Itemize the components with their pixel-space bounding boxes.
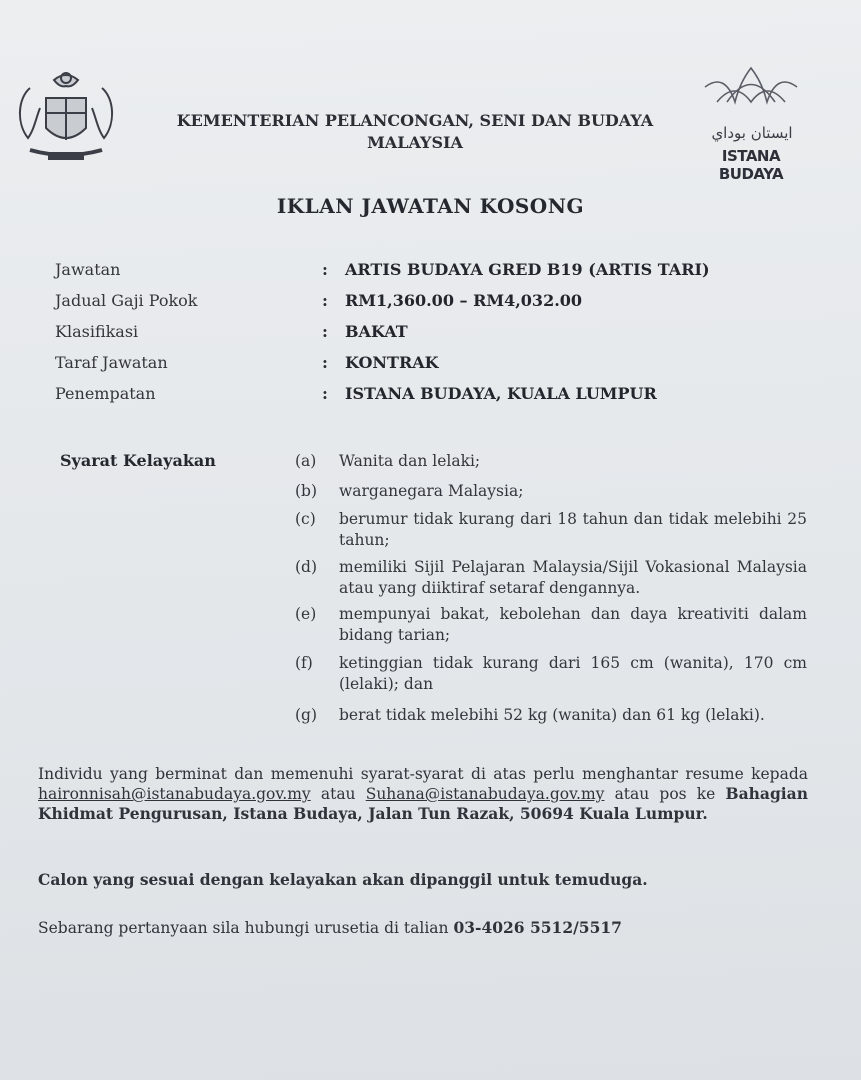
requirement-text: mempunyai bakat, kebolehan dan daya kreativiti dalam bidang tarian; — [339, 605, 807, 644]
requirement-letter: (c) — [295, 510, 316, 528]
email-link-2[interactable]: Suhana@istanabudaya.gov.my — [365, 785, 605, 803]
interview-note: Calon yang sesuai dengan kelayakan akan dipanggil untuk temuduga. — [38, 870, 648, 889]
coat-of-arms-logo — [10, 68, 122, 166]
requirement-letter: (f) — [295, 654, 313, 672]
application-or-2: atau pos ke — [614, 785, 716, 803]
requirement-letter: (b) — [295, 482, 318, 500]
email-link-1[interactable]: haironnisah@istanabudaya.gov.my — [38, 785, 311, 803]
requirement-letter: (d) — [295, 558, 318, 576]
detail-value: ISTANA BUDAYA, KUALA LUMPUR — [345, 384, 657, 403]
detail-value: BAKAT — [345, 322, 408, 341]
logo-name-text: ISTANA BUDAYA — [718, 147, 784, 183]
requirement-letter: (g) — [295, 706, 318, 724]
requirement-text: ketinggian tidak kurang dari 165 cm (wanita), 170 cm (lelaki); dan — [339, 654, 807, 693]
application-paragraph — [38, 765, 808, 824]
contact-text: Sebarang pertanyaan sila hubungi urusetia di talian — [38, 919, 449, 937]
detail-value: RM1,360.00 – RM4,032.00 — [345, 291, 583, 310]
detail-label: Jadual Gaji Pokok — [55, 291, 198, 310]
ministry-line-1: KEMENTERIAN PELANCONGAN, SENI DAN BUDAYA — [176, 111, 654, 130]
requirement-text: Wanita dan lelaki; — [339, 452, 481, 470]
ministry-heading — [150, 110, 680, 154]
detail-colon: : — [322, 353, 328, 372]
requirement-text: warganegara Malaysia; — [339, 482, 524, 500]
detail-label: Taraf Jawatan — [55, 353, 168, 372]
detail-label: Penempatan — [55, 384, 156, 403]
logo-arabic-text: ايستان بوداي — [711, 124, 793, 142]
requirement-text: berat tidak melebihi 52 kg (wanita) dan 61 kg (lelaki). — [339, 706, 765, 724]
application-or-1: atau — [320, 785, 356, 803]
detail-label: Jawatan — [55, 260, 121, 279]
requirement-letter: (a) — [295, 452, 317, 470]
detail-label: Klasifikasi — [55, 322, 139, 341]
contact-phone: 03-4026 5512/5517 — [453, 918, 622, 937]
ministry-line-2: MALAYSIA — [367, 133, 463, 152]
detail-value: ARTIS BUDAYA GRED B19 (ARTIS TARI) — [345, 260, 710, 279]
requirements-title: Syarat Kelayakan — [60, 451, 216, 470]
detail-colon: : — [322, 322, 328, 341]
requirement-letter: (e) — [295, 605, 317, 623]
requirement-text: memiliki Sijil Pelajaran Malaysia/Sijil Vokasional Malaysia atau yang diiktiraf setaraf dengannya. — [339, 558, 807, 597]
application-address: Bahagian Khidmat Pengurusan, Istana Budaya, Jalan Tun Razak, 50694 Kuala Lumpur. — [38, 784, 808, 823]
detail-colon: : — [322, 260, 328, 279]
detail-value: KONTRAK — [345, 353, 439, 372]
detail-colon: : — [322, 384, 328, 403]
page-title: IKLAN JAWATAN KOSONG — [276, 194, 585, 218]
application-intro: Individu yang berminat dan memenuhi syarat-syarat di atas perlu menghantar resume kepada — [38, 765, 808, 783]
detail-colon: : — [322, 291, 328, 310]
requirement-text: berumur tidak kurang dari 18 tahun dan tidak melebihi 25 tahun; — [339, 510, 807, 549]
contact-line — [38, 918, 808, 938]
